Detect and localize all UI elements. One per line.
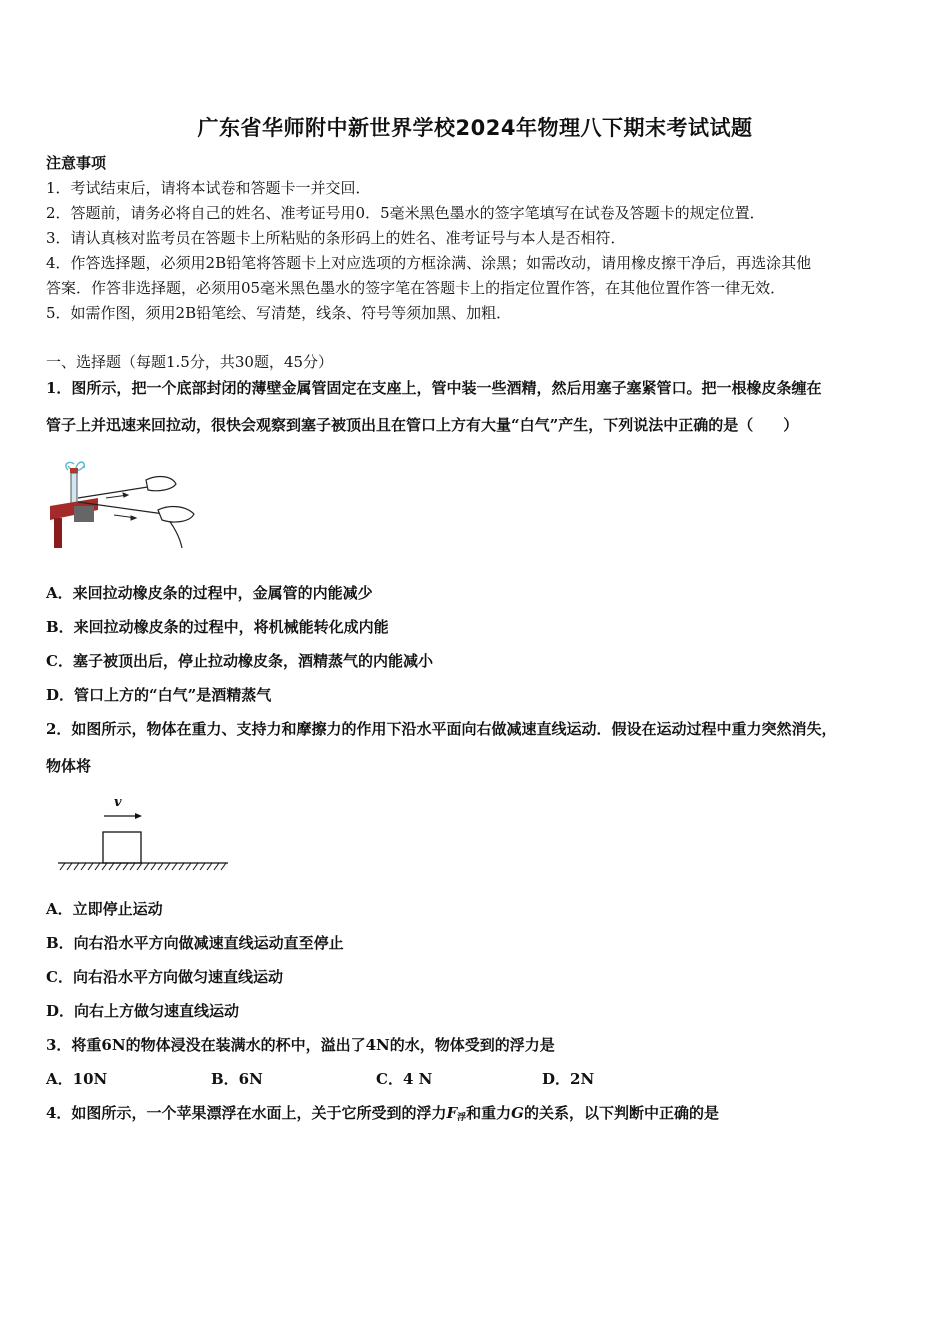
stand-leg-icon — [54, 518, 62, 548]
q3-option-b: B．6N — [211, 1070, 263, 1088]
q1-option-c: C．塞子被顶出后，停止拉动橡皮条，酒精蒸气的内能减小 — [46, 652, 433, 670]
metal-tube-icon — [71, 473, 77, 503]
q2-figure-block — [56, 790, 232, 876]
q2-option-a: A．立即停止运动 — [46, 900, 163, 918]
q4-stem — [46, 1102, 719, 1123]
q4-subscript: 浮 — [457, 1113, 467, 1123]
q4-stem-mid: 和重力 — [466, 1104, 512, 1122]
velocity-arrow-icon — [104, 813, 142, 819]
q1-stem-line1: 1．图所示，把一个底部封闭的薄壁金属管固定在支座上，管中装一些酒精，然后用塞子塞紧管口。把一根橡皮条缠在 — [46, 379, 822, 397]
section-heading: 一、选择题（每题1.5分，共30题，45分） — [46, 353, 334, 371]
ground-hatch-icon — [60, 863, 226, 870]
q2-option-d: D．向右上方做匀速直线运动 — [46, 1002, 240, 1020]
clamp-icon — [74, 506, 94, 522]
q4-stem-before: 4．如图所示，一个苹果漂浮在水面上，关于它所受到的浮力 — [46, 1104, 447, 1122]
q3-option-c: C．4 N — [376, 1070, 433, 1088]
q3-stem: 3．将重6N的物体浸没在装满水的杯中，溢出了4N的水，物体受到的浮力是 — [46, 1036, 555, 1054]
q2-option-b: B．向右沿水平方向做减速直线运动直至停止 — [46, 934, 344, 952]
stopper-icon — [70, 468, 78, 473]
q3-option-a: A．10N — [46, 1070, 108, 1088]
q2-stem-line1: 2．如图所示，物体在重力、支持力和摩擦力的作用下沿水平面向右做减速直线运动．假设在运动过程中重力突然消失， — [46, 720, 837, 738]
block-icon — [103, 832, 141, 863]
notice-item: 3．请认真核对监考员在答题卡上所粘贴的条形码上的姓名、准考证号与本人是否相符． — [46, 229, 626, 247]
q3-option-d: D．2N — [542, 1070, 595, 1088]
q2-stem-line2: 物体将 — [46, 757, 92, 775]
q4-symbol-g: G — [511, 1104, 524, 1122]
notice-item: 答案．作答非选择题，必须用05毫米黑色墨水的签字笔在答题卡上的指定位置作答，在其他位置作答一律无效． — [46, 279, 786, 297]
notice-item: 2．答题前，请务必将自己的姓名、准考证号用0．5毫米黑色墨水的签字笔填写在试卷及答题卡的规定位置． — [46, 204, 765, 222]
q1-option-d: D．管口上方的“白气”是酒精蒸气 — [46, 686, 272, 704]
q1-option-a: A．来回拉动橡皮条的过程中，金属管的内能减少 — [46, 584, 373, 602]
velocity-label: v — [114, 795, 122, 810]
q4-stem-after: 的关系，以下判断中正确的是 — [523, 1104, 719, 1122]
notice-item: 4．作答选择题，必须用2B铅笔将答题卡上对应选项的方框涂满、涂黑；如需改动，请用橡皮擦干净后，再选涂其他 — [46, 254, 812, 272]
q2-option-c: C．向右沿水平方向做匀速直线运动 — [46, 968, 283, 986]
notice-item: 1．考试结束后，请将本试卷和答题卡一并交回． — [46, 179, 371, 197]
q1-option-b: B．来回拉动橡皮条的过程中，将机械能转化成内能 — [46, 618, 389, 636]
q1-stem-line2: 管子上并迅速来回拉动，很快会观察到塞子被顶出且在管口上方有大量“白气”产生，下列说法中正确的是（ ） — [46, 416, 799, 434]
q4-symbol-f: F — [446, 1104, 458, 1122]
page-title: 广东省华师附中新世界学校2024年物理八下期末考试试题 — [197, 116, 753, 140]
notice-item: 5．如需作图，须用2B铅笔绘、写清楚，线条、符号等须加黑、加粗． — [46, 304, 512, 322]
q1-figure-metal-tube — [46, 458, 206, 553]
hands-icon — [146, 477, 194, 522]
notice-heading: 注意事项 — [46, 154, 107, 172]
